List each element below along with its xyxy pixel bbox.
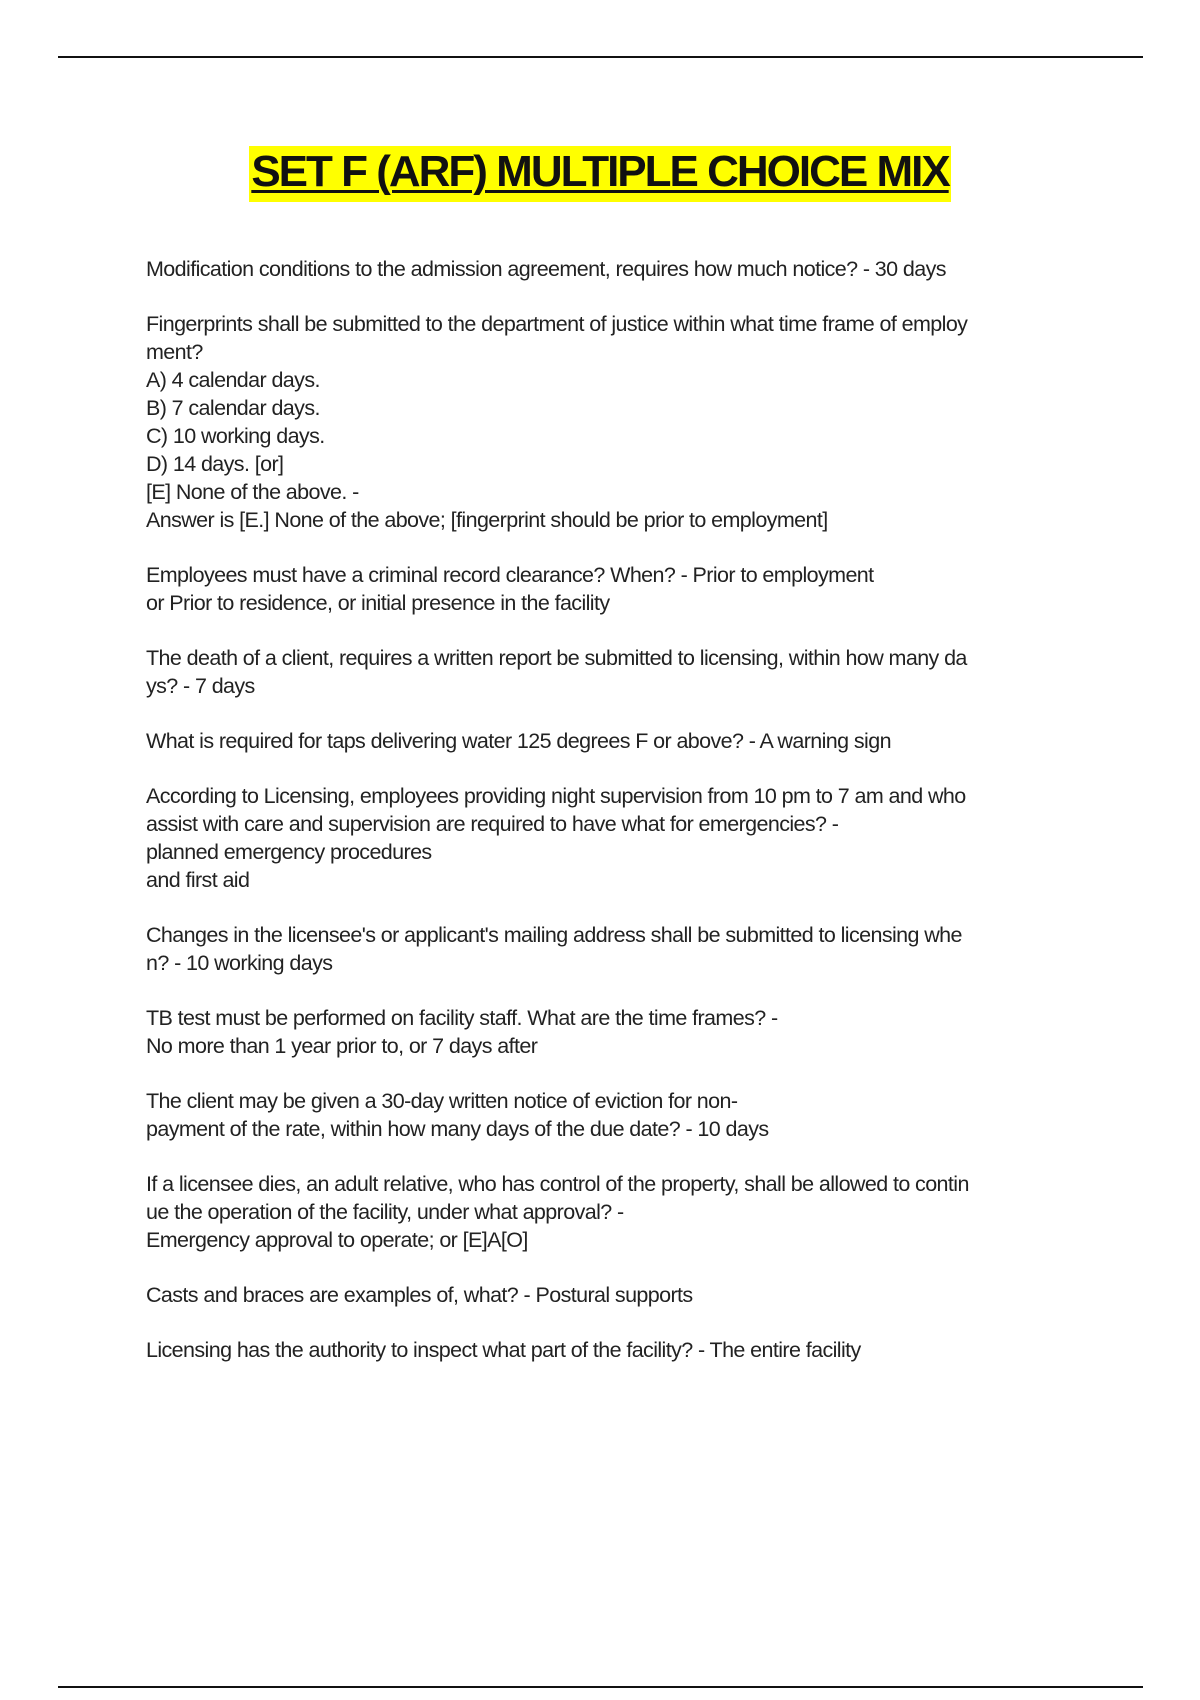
question-line: Employees must have a criminal record clearance? When? - Prior to employment <box>146 563 874 587</box>
question-line: Fingerprints shall be submitted to the department of justice within what time frame of employ <box>146 312 968 336</box>
question-line: n? - 10 working days <box>146 951 333 975</box>
question-line: ment? <box>146 340 203 364</box>
question-line: Answer is [E.] None of the above; [fingerprint should be prior to employment] <box>146 508 828 532</box>
question-line: According to Licensing, employees providing night supervision from 10 pm to 7 am and who <box>146 784 966 808</box>
question-item <box>146 1281 1096 1309</box>
question-line: Emergency approval to operate; or [E]A[O] <box>146 1228 528 1252</box>
question-item <box>146 1336 1096 1364</box>
question-line: assist with care and supervision are required to have what for emergencies? - <box>146 812 839 836</box>
question-line: Modification conditions to the admission agreement, requires how much notice? - 30 days <box>146 257 946 281</box>
question-item <box>146 1004 1096 1060</box>
document-title: SET F (ARF) MULTIPLE CHOICE MIX <box>249 146 950 202</box>
question-item <box>146 727 1096 755</box>
question-line: ue the operation of the facility, under what approval? - <box>146 1200 624 1224</box>
question-line: If a licensee dies, an adult relative, who has control of the property, shall be allowed to contin <box>146 1172 969 1196</box>
question-item <box>146 782 1096 894</box>
question-line: A) 4 calendar days. <box>146 368 320 392</box>
top-rule <box>58 56 1143 58</box>
question-line: or Prior to residence, or initial presence in the facility <box>146 591 610 615</box>
question-line: payment of the rate, within how many days of the due date? - 10 days <box>146 1117 769 1141</box>
question-item <box>146 921 1096 977</box>
question-line: Licensing has the authority to inspect what part of the facility? - The entire facility <box>146 1338 861 1362</box>
question-line: What is required for taps delivering water 125 degrees F or above? - A warning sign <box>146 729 891 753</box>
question-item <box>146 1087 1096 1143</box>
question-line: The death of a client, requires a written report be submitted to licensing, within how many da <box>146 646 967 670</box>
title-container <box>0 146 1200 202</box>
question-line: and first aid <box>146 868 250 892</box>
question-item <box>146 561 1096 617</box>
question-line: Changes in the licensee's or applicant's mailing address shall be submitted to licensing whe <box>146 923 962 947</box>
question-line: [E] None of the above. - <box>146 480 359 504</box>
question-line: ys? - 7 days <box>146 674 255 698</box>
question-line: Casts and braces are examples of, what? - Postural supports <box>146 1283 693 1307</box>
question-item <box>146 1170 1096 1254</box>
question-item <box>146 310 1096 534</box>
question-line: No more than 1 year prior to, or 7 days after <box>146 1034 538 1058</box>
question-list <box>146 255 1096 1391</box>
question-item <box>146 255 1096 283</box>
question-line: C) 10 working days. <box>146 424 325 448</box>
question-line: The client may be given a 30-day written notice of eviction for non- <box>146 1089 738 1113</box>
bottom-rule <box>58 1686 1143 1688</box>
question-line: TB test must be performed on facility staff. What are the time frames? - <box>146 1006 778 1030</box>
question-line: B) 7 calendar days. <box>146 396 320 420</box>
question-item <box>146 644 1096 700</box>
question-line: D) 14 days. [or] <box>146 452 284 476</box>
question-line: planned emergency procedures <box>146 840 432 864</box>
